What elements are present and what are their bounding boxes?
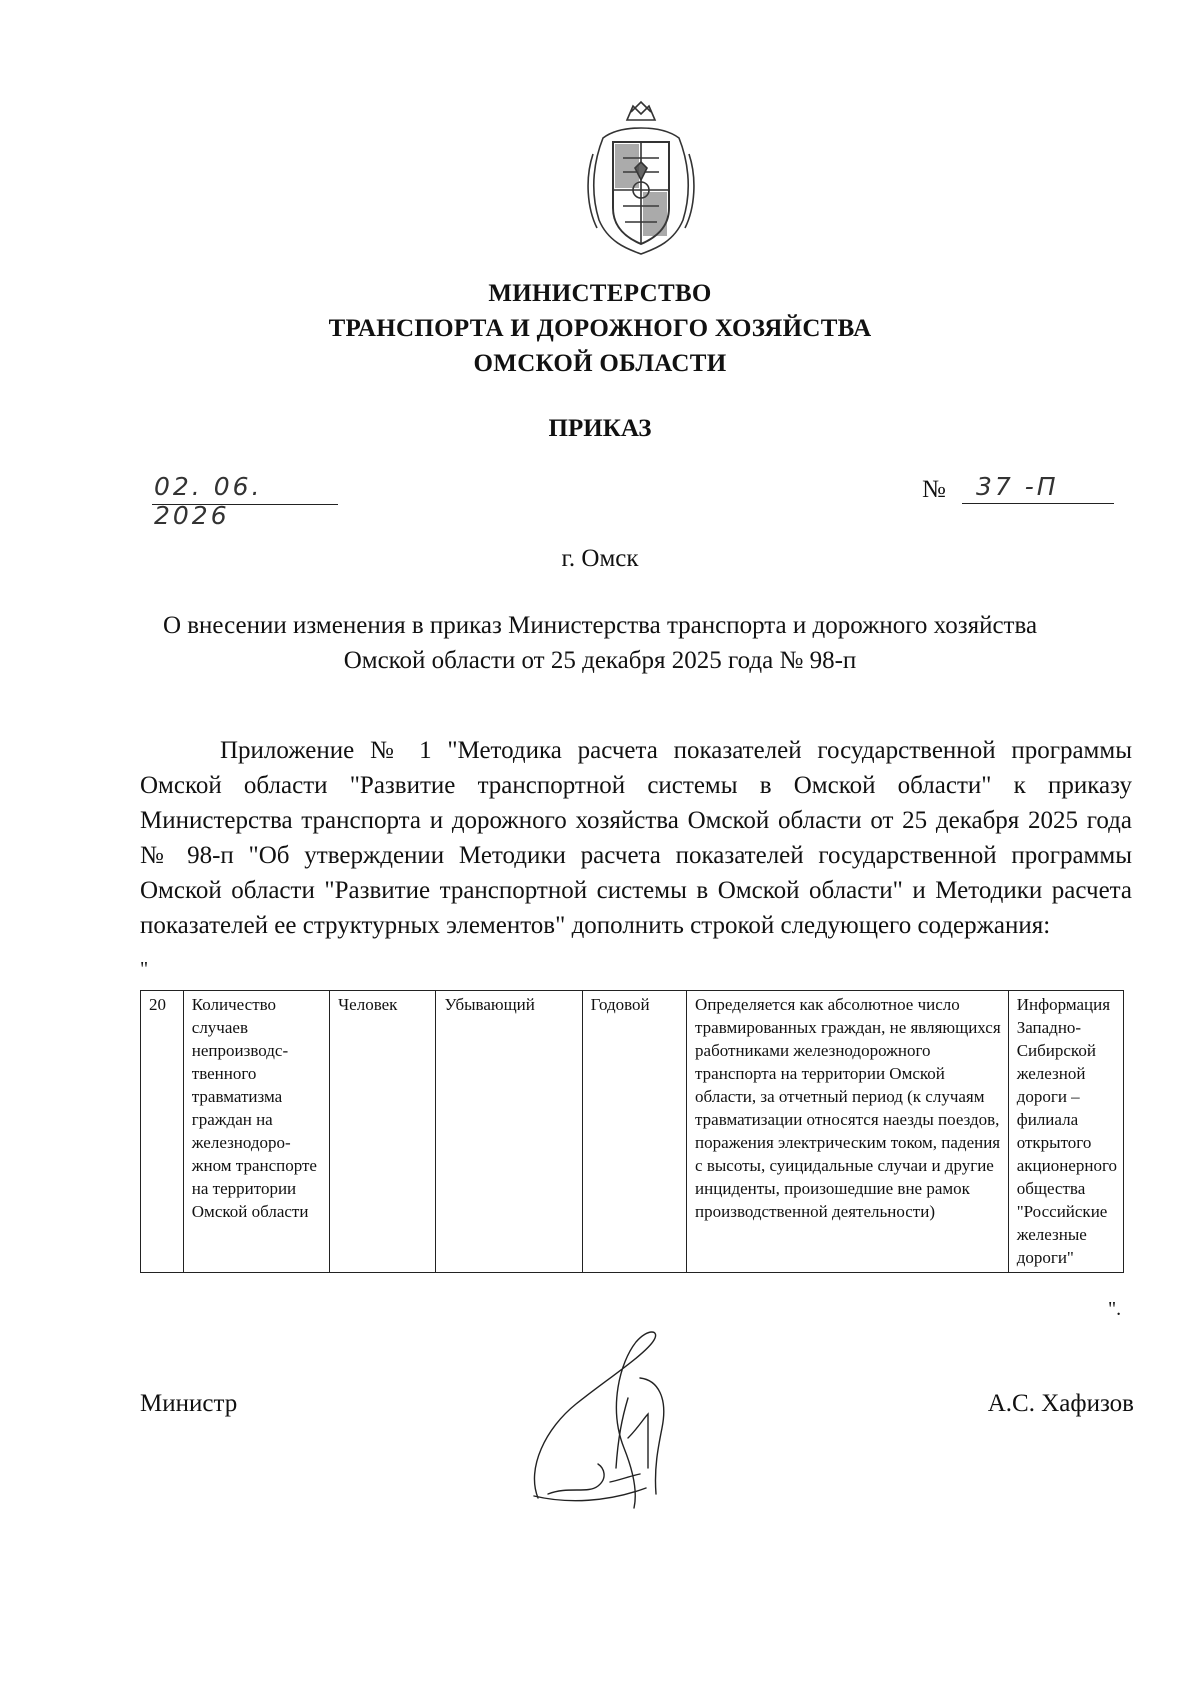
row-number-cell: 20 [141, 991, 184, 1273]
issue-city: г. Омск [561, 545, 639, 572]
organization-name-line-1: МИНИСТЕРСТВО [488, 280, 712, 307]
order-number: 37 -П [976, 472, 1059, 501]
inserted-indicator-table [140, 990, 1124, 1273]
number-sign: № [922, 476, 946, 503]
coat-of-arms-emblem [575, 98, 707, 258]
number-underline [962, 503, 1114, 504]
indicator-name-cell: Количество случаев непроизводс-твенного травматизма граждан на железнодоро-жном транспорте на территории Омской области [183, 991, 329, 1273]
organization-name-line-2: ТРАНСПОРТА И ДОРОЖНОГО ХОЗЯЙСТВА [328, 315, 872, 342]
signatory-role: Министр [140, 1390, 238, 1417]
organization-name-line-3: ОМСКОЙ ОБЛАСТИ [473, 350, 727, 377]
order-subject: О внесении изменения в приказ Министерства транспорта и дорожного хозяйства Омской области от 25 декабря 2025 года № 98-п [162, 612, 1038, 674]
signatory-name: А.С. Хафизов [987, 1390, 1134, 1417]
handwritten-signature [528, 1318, 708, 1518]
order-date-field [152, 470, 338, 530]
document-type: ПРИКАЗ [548, 415, 652, 442]
trend-cell: Убывающий [436, 991, 582, 1273]
calculation-method-cell: Определяется как абсолютное число травмированных граждан, не являющихся работниками железнодорожного транспорта на территории Омской области, за отчетный период (к случаям травматизации относятся наезды поездов, поражения электрическим током, падения с высоты, суицидальные случаи и другие инциденты, произошедшие вне рамок производственной деятельности) [687, 991, 1009, 1273]
period-cell: Годовой [582, 991, 686, 1273]
table-row [141, 991, 1124, 1273]
order-body-text: Приложение № 1 "Методика расчета показателей государственной программы Омской области "Развитие транспортной системы в Омской области" к приказу Министерства транспорта и дорожного хозяйства Омской области от 25 декабря 2025 года № 98-п "Об утверждении Методики расчета показателей государственной программы Омской области "Развитие транспортной системы в Омской области" и Методики расчета показателей ее структурных элементов" дополнить строкой следующего содержания: [140, 737, 1132, 939]
data-source-cell: Информация Западно-Сибирской железной дороги – филиала открытого акционерного общества "Российские железные дороги" [1008, 991, 1123, 1273]
unit-cell: Человек [330, 991, 436, 1273]
order-date: 02. 06. 2026 [154, 472, 263, 530]
closing-quote: ". [1108, 1298, 1122, 1320]
order-number-field [922, 470, 1114, 504]
opening-quote: " [140, 958, 149, 980]
